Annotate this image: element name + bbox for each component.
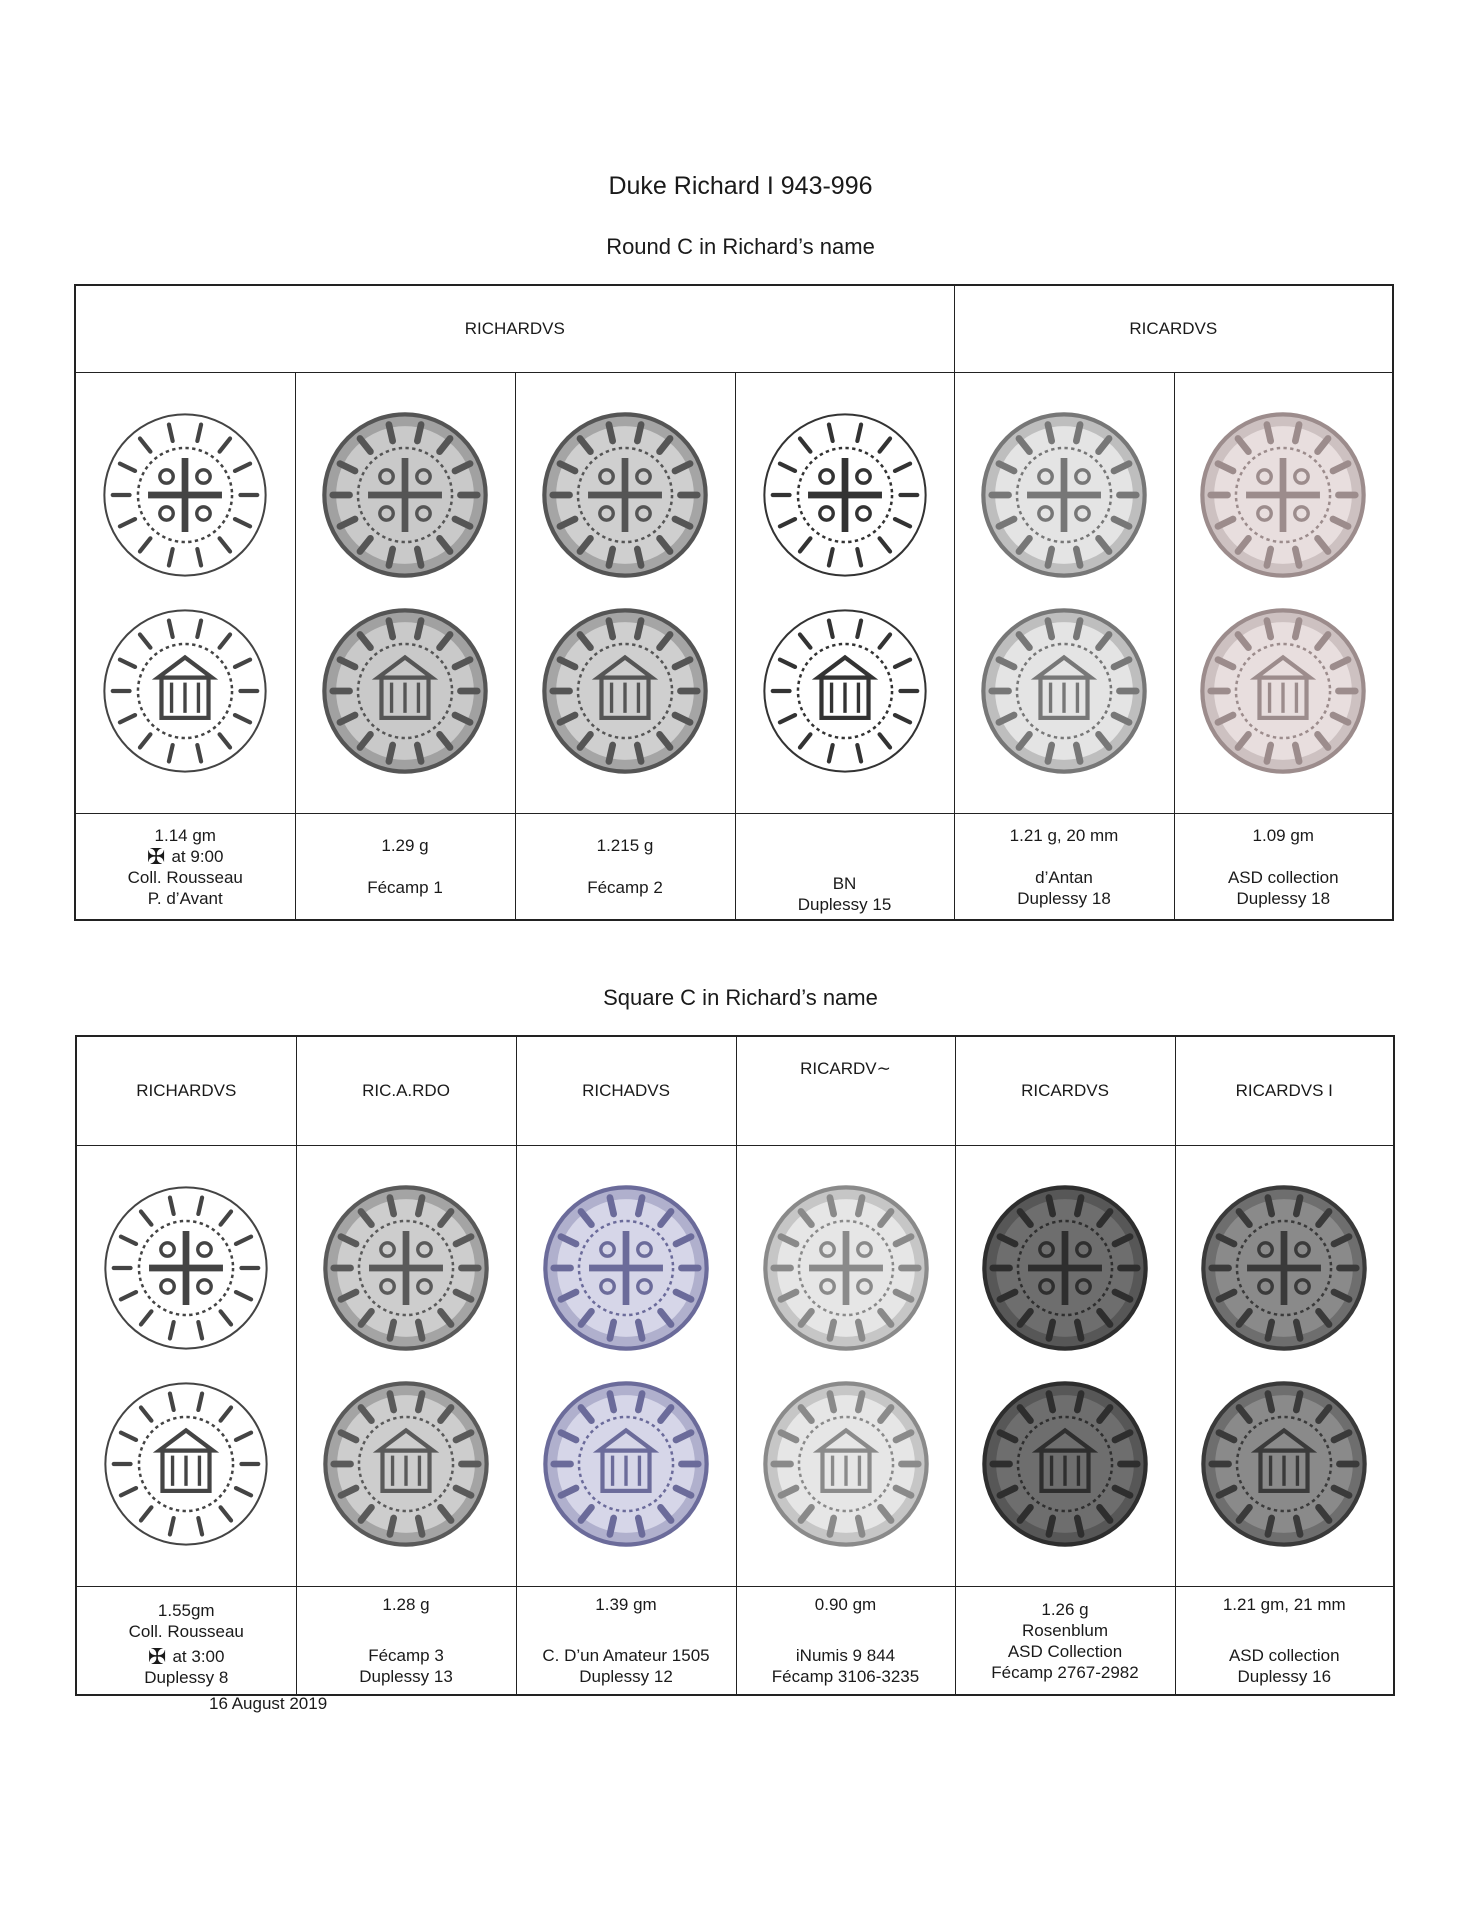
coin-pair: [737, 1184, 955, 1548]
coin-cell: [955, 1146, 1175, 1587]
caption-line: Duplessy 8: [144, 1667, 229, 1687]
caption-line: 1.29 g: [381, 836, 429, 855]
caption-line: Duplessy 16: [1237, 1667, 1332, 1686]
coin-pair: [736, 411, 954, 775]
legend-header: RICARDVS I: [1175, 1036, 1394, 1146]
caption-line: C. D’un Amateur 1505: [542, 1646, 710, 1665]
caption-spacer: [516, 856, 735, 877]
caption-line: 0.90 gm: [814, 1595, 877, 1614]
caption-line: Fécamp 3106-3235: [771, 1667, 920, 1686]
coin-obverse-image: [101, 411, 269, 579]
coin-cell: [295, 373, 515, 814]
square-header-row: [76, 1036, 1394, 1146]
caption-line: ✠ at 9:00: [147, 843, 224, 869]
coin-reverse-image: [980, 607, 1148, 775]
cross-pattee-icon: ✠: [148, 1643, 167, 1669]
caption-line: Duplessy 12: [579, 1667, 673, 1686]
coin-cell: [954, 373, 1174, 814]
coin-reverse-image: [101, 607, 269, 775]
coin-obverse-image: [542, 1184, 710, 1352]
coin-pair: [516, 411, 735, 775]
caption-cell: [296, 1587, 516, 1696]
coin-obverse-image: [980, 411, 1148, 579]
coin-reverse-image: [321, 607, 489, 775]
coin-reverse-image: [1199, 607, 1367, 775]
caption-line: ASD collection: [1228, 1646, 1340, 1665]
coin-reverse-image: [981, 1380, 1149, 1548]
legend-header: RIC.A.RDO: [296, 1036, 516, 1146]
caption-cell: [1174, 814, 1393, 921]
caption-line: Duplessy 18: [1236, 888, 1331, 908]
group-header-ricardvs: RICARDVS: [954, 285, 1393, 373]
caption-spacer: [297, 1615, 516, 1645]
coin-obverse-image: [1199, 411, 1367, 579]
caption-line: P. d’Avant: [147, 888, 223, 908]
coin-cell: [1175, 1146, 1394, 1587]
document-date: 16 August 2019: [209, 1694, 328, 1713]
caption-line: Fécamp 2767-2982: [991, 1662, 1139, 1682]
caption-spacer: [955, 846, 1174, 867]
square-caption-row: [76, 1587, 1394, 1696]
caption-spacer: [1175, 846, 1393, 867]
coin-reverse-image: [541, 607, 709, 775]
coin-pair: [517, 1184, 736, 1548]
coin-cell: [735, 373, 954, 814]
caption-cell: [75, 814, 295, 921]
coin-cell: [1174, 373, 1393, 814]
coin-reverse-image: [102, 1380, 270, 1548]
round-caption-row: [75, 814, 1393, 921]
caption-cell: [295, 814, 515, 921]
round-section-title: Round C in Richard’s name: [606, 234, 875, 259]
coin-obverse-image: [761, 411, 929, 579]
caption-line: Duplessy 15: [797, 895, 892, 914]
coin-pair: [76, 411, 295, 775]
coin-obverse-image: [321, 411, 489, 579]
caption-line: Fécamp 2: [587, 878, 663, 897]
coin-cell: [75, 373, 295, 814]
coin-obverse-image: [762, 1184, 930, 1352]
document-title: Duke Richard I 943-996: [608, 172, 873, 200]
legend-header: RICHARDVS: [76, 1036, 296, 1146]
caption-line: 1.26 g: [1041, 1599, 1089, 1619]
round-image-row: [75, 373, 1393, 814]
cross-pattee-icon: ✠: [147, 843, 166, 869]
caption-line: Coll. Rousseau: [127, 867, 243, 887]
caption-line: Duplessy 13: [359, 1667, 453, 1686]
group-header-richardvs: RICHARDVS: [75, 285, 954, 373]
square-image-row: [76, 1146, 1394, 1587]
caption-spacer: [296, 856, 515, 877]
coin-pair: [955, 411, 1174, 775]
legend-header: RICARDV∼: [736, 1036, 955, 1146]
coin-obverse-image: [1200, 1184, 1368, 1352]
caption-line: BN: [832, 874, 857, 893]
coin-reverse-image: [762, 1380, 930, 1548]
coin-obverse-image: [102, 1184, 270, 1352]
caption-line: 1.14 gm: [154, 825, 216, 845]
caption-cell: [954, 814, 1174, 921]
coin-reverse-image: [542, 1380, 710, 1548]
round-header-row: [75, 285, 1393, 373]
caption-line: 1.21 g, 20 mm: [1009, 825, 1119, 845]
coin-pair: [1175, 411, 1393, 775]
caption-line: 1.28 g: [382, 1595, 430, 1614]
coin-reverse-image: [322, 1380, 490, 1548]
caption-line: Coll. Rousseau: [128, 1621, 244, 1641]
caption-line: 1.215 g: [596, 836, 654, 855]
caption-line: 1.21 gm, 21 mm: [1222, 1595, 1346, 1614]
coin-pair: [297, 1184, 516, 1548]
caption-line: 1.55gm: [157, 1600, 215, 1620]
caption-line: Rosenblum: [1022, 1620, 1108, 1640]
coin-obverse-image: [541, 411, 709, 579]
coin-cell: [516, 1146, 736, 1587]
coin-reverse-image: [761, 607, 929, 775]
caption-spacer: [517, 1615, 736, 1645]
coin-cell: [515, 373, 735, 814]
caption-line: Fécamp 1: [367, 878, 443, 897]
coin-pair: [77, 1184, 296, 1548]
caption-cell: [76, 1587, 296, 1696]
caption-line: Duplessy 18: [1017, 888, 1111, 908]
square-section-title: Square C in Richard’s name: [603, 985, 878, 1010]
caption-cell: [1175, 1587, 1394, 1696]
caption-cell: [516, 1587, 736, 1696]
round-c-table: [74, 284, 1394, 921]
caption-line: ✠ at 3:00: [148, 1643, 225, 1669]
coin-pair: [956, 1184, 1175, 1548]
coin-cell: [296, 1146, 516, 1587]
legend-header: RICARDVS: [955, 1036, 1175, 1146]
square-c-table: [75, 1035, 1395, 1696]
caption-cell: [735, 814, 954, 921]
caption-line: iNumis 9 844: [795, 1646, 896, 1665]
coin-cell: [736, 1146, 955, 1587]
legend-header: RICHADVS: [516, 1036, 736, 1146]
caption-spacer: [737, 1615, 955, 1645]
caption-line: d’Antan: [1035, 867, 1093, 887]
caption-line: Fécamp 3: [368, 1646, 444, 1665]
caption-spacer: [1176, 1615, 1394, 1645]
caption-line: ASD Collection: [1007, 1641, 1123, 1661]
caption-line: ASD collection: [1227, 867, 1339, 887]
coin-reverse-image: [1200, 1380, 1368, 1548]
coin-pair: [296, 411, 515, 775]
coin-cell: [76, 1146, 296, 1587]
coin-obverse-image: [322, 1184, 490, 1352]
caption-cell: [515, 814, 735, 921]
coin-pair: [1176, 1184, 1394, 1548]
caption-line: 1.39 gm: [595, 1595, 657, 1614]
caption-cell: [736, 1587, 955, 1696]
caption-line: 1.09 gm: [1252, 825, 1314, 845]
caption-cell: [955, 1587, 1175, 1696]
coin-obverse-image: [981, 1184, 1149, 1352]
